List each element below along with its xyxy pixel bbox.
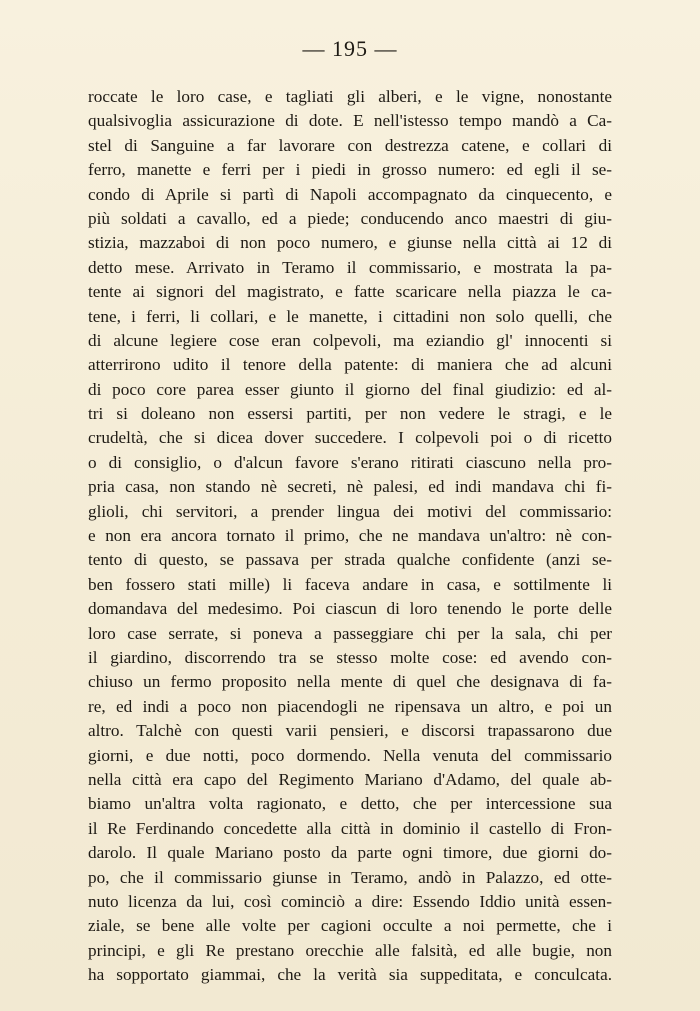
text-line: tene, i ferri, li collari, e le manette, i cittadini non solo quelli, che: [88, 306, 612, 326]
text-line: o di consiglio, o d'alcun favore s'erano ritirati ciascuno nella pro-: [88, 452, 612, 472]
text-line: tri si doleano non essersi partiti, per non vedere le stragi, e le: [88, 404, 612, 424]
text-line: di poco core parea esser giunto il giorno del final giudizio: ed al-: [88, 379, 612, 399]
text-line: darolo. Il quale Mariano posto da parte ogni timore, due giorni do-: [88, 843, 612, 863]
text-line: tento di questo, se passava per strada qualche confidente (anzi se-: [88, 550, 612, 570]
text-line: altro. Talchè con questi varii pensieri, e discorsi trapassarono due: [88, 721, 612, 741]
text-line: condo di Aprile si partì di Napoli accompagnato da cinquecento, e: [88, 184, 612, 204]
text-line: di alcune legiere cose eran colpevoli, ma eziandio gl' innocenti si: [88, 330, 612, 350]
text-line: detto mese. Arrivato in Teramo il commissario, e mostrata la pa-: [88, 257, 612, 277]
text-line: loro case serrate, si poneva a passeggiare chi per la sala, chi per: [88, 623, 612, 643]
text-line: ha sopportato giammai, che la verità sia suppeditata, e conculcata.: [88, 965, 612, 985]
text-line: tente ai signori del magistrato, e fatte scaricare nella piazza le ca-: [88, 282, 612, 302]
text-line: ben fossero stati mille) li faceva andare in casa, e sottilmente li: [88, 574, 612, 594]
text-line: e non era ancora tornato il primo, che ne mandava un'altro: nè con-: [88, 526, 612, 546]
text-line: principi, e gli Re prestano orecchie alle falsità, ed alle bugie, non: [88, 940, 612, 960]
text-line: qualsivoglia assicurazione di dote. E nell'istesso tempo mandò a Ca-: [88, 111, 612, 131]
text-line: stizia, mazzaboi di non poco numero, e giunse nella città ai 12 di: [88, 233, 612, 253]
text-line: po, che il commissario giunse in Teramo, andò in Palazzo, ed otte-: [88, 867, 612, 887]
text-line: ziale, se bene alle volte per cagioni occulte a noi permette, che i: [88, 916, 612, 936]
text-line: giorni, e due notti, poco dormendo. Nella venuta del commissario: [88, 745, 612, 765]
text-line: atterrirono udito il tenore della patente: di maniera che ad alcuni: [88, 355, 612, 375]
body-text: [88, 85, 612, 987]
text-line: stel di Sanguine a far lavorare con destrezza catene, e collari di: [88, 135, 612, 155]
text-line: domandava del medesimo. Poi ciascun di loro tenendo le porte delle: [88, 599, 612, 619]
text-line: crudeltà, che si dicea dover succedere. I colpevoli poi o di ricetto: [88, 428, 612, 448]
text-line: chiuso un fermo proposito nella mente di quel che designava di fa-: [88, 672, 612, 692]
text-line: il Re Ferdinando concedette alla città in dominio il castello di Fron-: [88, 818, 612, 838]
text-line: biamo un'altra volta ragionato, e detto, che per intercessione sua: [88, 794, 612, 814]
text-line: ferro, manette e ferri per i piedi in grosso numero: ed egli il se-: [88, 160, 612, 180]
text-line: pria casa, non stando nè secreti, nè palesi, ed indi mandava chi fi-: [88, 477, 612, 497]
text-line: roccate le loro case, e tagliati gli alberi, e le vigne, nonostante: [88, 87, 612, 106]
text-line: glioli, chi servitori, a prender lingua dei motivi del commissario:: [88, 501, 612, 521]
text-line: il giardino, discorrendo tra se stesso molte cose: ed avendo con-: [88, 647, 612, 667]
text-line: nuto licenza da lui, così cominciò a dire: Essendo Iddio unità essen-: [88, 891, 612, 911]
text-line: nella città era capo del Regimento Mariano d'Adamo, del quale ab-: [88, 769, 612, 789]
page-number: — 195 —: [302, 36, 398, 61]
text-line: re, ed indi a poco non piacendogli ne ripensava un altro, e poi un: [88, 696, 612, 716]
text-line: più soldati a cavallo, ed a piede; conducendo anco maestri di giu-: [88, 208, 612, 228]
